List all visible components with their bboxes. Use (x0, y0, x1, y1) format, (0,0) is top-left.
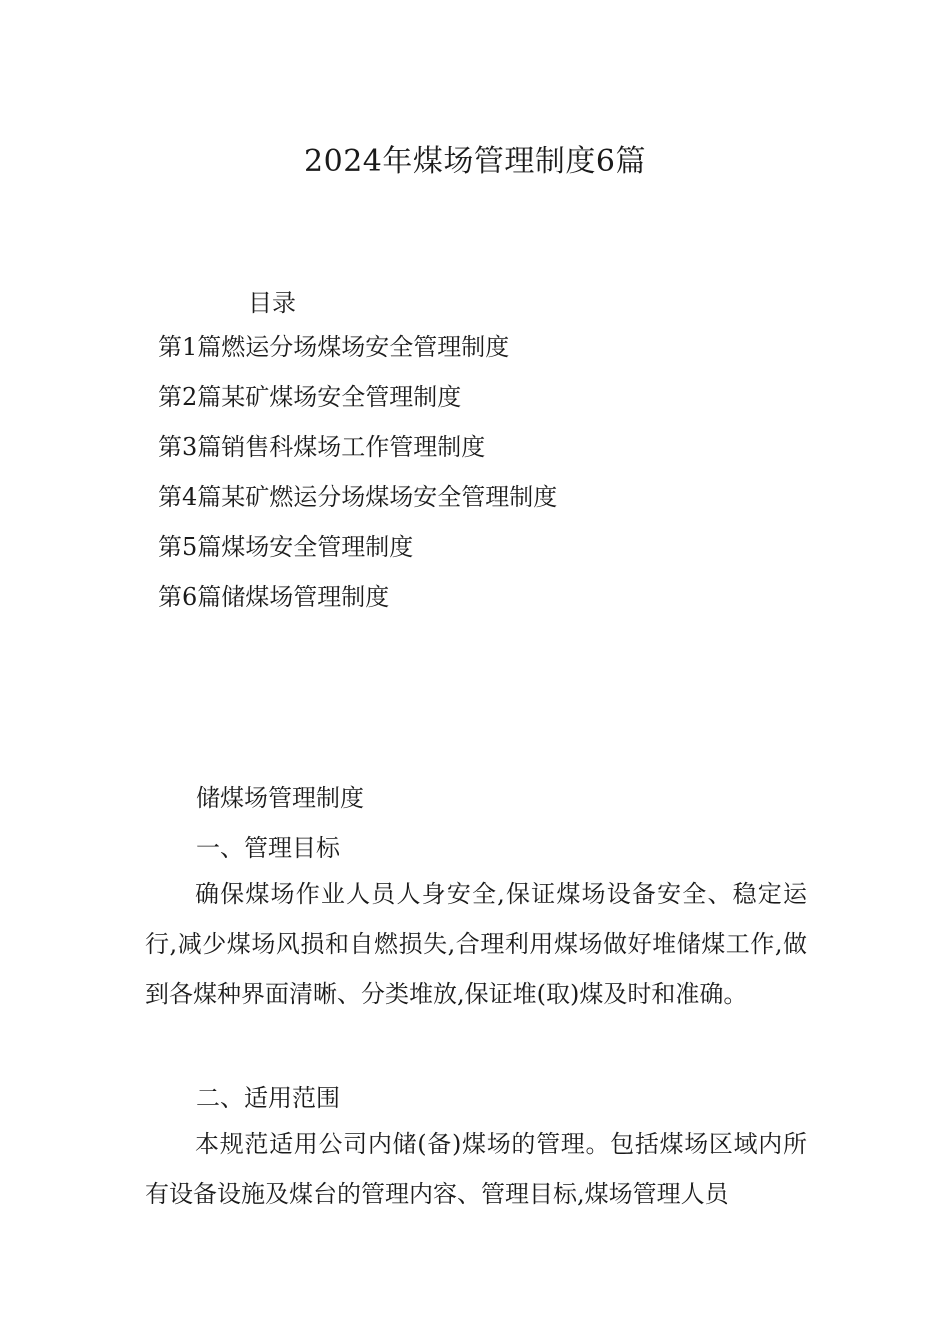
section-heading-goals: 一、管理目标 (196, 834, 340, 862)
toc-item[interactable]: 第6篇储煤场管理制度 (158, 583, 390, 611)
toc-item[interactable]: 第1篇燃运分场煤场安全管理制度 (158, 333, 510, 361)
toc-item[interactable]: 第3篇销售科煤场工作管理制度 (158, 433, 486, 461)
section-heading-scope: 二、适用范围 (196, 1084, 340, 1112)
toc-item[interactable]: 第5篇煤场安全管理制度 (158, 533, 414, 561)
section-paragraph-goals: 确保煤场作业人员人身安全,保证煤场设备安全、稳定运行,减少煤场风损和自燃损失,合理利用煤场做好堆储煤工作,做到各煤种界面清晰、分类堆放,保证堆(取)煤及时和准确。 (145, 880, 807, 1008)
section-paragraph-scope: 本规范适用公司内储(备)煤场的管理。包括煤场区域内所有设备设施及煤台的管理内容、管理目标,煤场管理人员 (145, 1130, 807, 1208)
table-of-contents (158, 330, 557, 630)
toc-item[interactable]: 第4篇某矿燃运分场煤场安全管理制度 (158, 483, 558, 511)
article-title: 储煤场管理制度 (196, 784, 364, 812)
document-title: 2024年煤场管理制度6篇 (304, 144, 646, 179)
toc-heading: 目录 (248, 289, 296, 317)
toc-item[interactable]: 第2篇某矿煤场安全管理制度 (158, 383, 462, 411)
